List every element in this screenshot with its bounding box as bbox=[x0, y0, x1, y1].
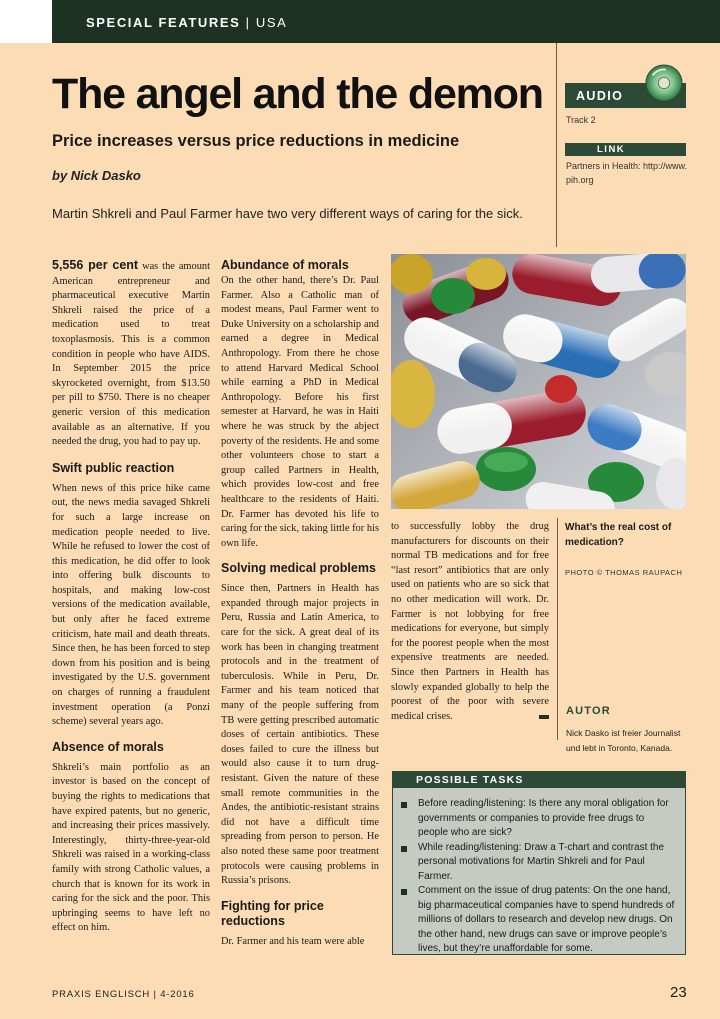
header-separator: | bbox=[245, 15, 251, 30]
task-text: Comment on the issue of drug patents: On the one hand, big pharmaceutical companies have to spend hundreds of millions of dollars to research and develop new drugs. On the other hand, new drugs can save or improve people’s lives, but they’re unaffordable for some. bbox=[418, 885, 675, 954]
pills-illustration bbox=[391, 254, 686, 509]
heading-absence-morals: Absence of morals bbox=[52, 739, 164, 754]
heading-fighting-reductions: Fighting for price reductions bbox=[221, 898, 324, 928]
pills-photo bbox=[391, 254, 686, 509]
author-label: AUTOR bbox=[566, 705, 611, 717]
page-number: 23 bbox=[670, 984, 687, 1001]
task-text: While reading/listening: Draw a T-chart and contrast the personal motivations for Martin Shkreli and for Paul Farmer. bbox=[418, 841, 665, 882]
tasks-list bbox=[393, 788, 685, 957]
tasks-heading: POSSIBLE TASKS bbox=[393, 772, 685, 788]
header-white-block bbox=[0, 0, 52, 43]
heading-abundance-morals: Abundance of morals bbox=[221, 258, 349, 272]
footer-publication: PRAXIS ENGLISCH | 4-2016 bbox=[52, 989, 195, 1000]
task-item bbox=[401, 841, 677, 885]
article-title: The angel and the demon bbox=[52, 70, 543, 118]
square-bullet-icon bbox=[401, 889, 407, 895]
article-intro: Martin Shkreli and Paul Farmer have two very different ways of caring for the sick. bbox=[52, 206, 523, 221]
square-bullet-icon bbox=[401, 846, 407, 852]
section-region: USA bbox=[255, 15, 288, 30]
section-header-text bbox=[86, 15, 287, 30]
heading-solving-problems: Solving medical problems bbox=[221, 561, 376, 576]
lead-paragraph bbox=[52, 258, 210, 450]
sidebar-divider bbox=[556, 43, 557, 247]
heading-swift-reaction: Swift public reaction bbox=[52, 460, 175, 475]
paragraph-swift-reaction: When news of this price hike came out, the news media savaged Shkreli for such a large increase on medication people needed to live. While he refused to lower the cost of this medication, he did offer to look into offering bulk discounts to hospitals, and making low-cost versions of the medication available, but only after he faced extreme criticism, hate mail and death threats. Since then, he has been forced to step down from his position and is being investigated by the U.S. government on charges of running a fraudulent investment operation (a Ponzi scheme) several years ago. bbox=[52, 482, 210, 728]
body-column-1 bbox=[52, 258, 210, 936]
task-text: Before reading/listening: Is there any moral obligation for governments or companies to provide free drugs to people who are sick? bbox=[418, 798, 669, 838]
body-column-3 bbox=[391, 520, 549, 724]
paragraph-absence-morals: Shkreli’s main portfolio as an investor is based on the concept of buying the rights to medications that have expired patents, but no generic, and increasing their prices massively. Interestingly, thirty-three-year-old Shkreli was raised in a working-class family with strong Catholic values, a church that is known for its work in caring for the sick and the poor. This upbringing seems to have left no effect on him. bbox=[52, 761, 210, 934]
section-header-bar bbox=[52, 0, 720, 43]
author-bio: Nick Dasko ist freier Journalist und lebt in Toronto, Kanada. bbox=[566, 728, 681, 753]
end-mark-icon bbox=[539, 715, 549, 719]
photo-credit: PHOTO © THOMAS RAUPACH bbox=[565, 568, 683, 577]
caption-divider bbox=[557, 518, 558, 740]
article-subtitle: Price increases versus price reductions in medicine bbox=[52, 132, 460, 150]
task-item bbox=[401, 884, 677, 957]
paragraph-text: was the amount American entrepreneur and pharmaceutical executive Martin Shkreli raised the price of a medication used to treat toxoplasmosis. This is a common condition in people who have AIDS. In September 2015 the price skyrocketed overnight, from $13.50 per pill to $750. There is no cheaper generic version of this medication available as an alternative. If you needed the drug, you had to pay up. bbox=[52, 261, 210, 448]
paragraph-solving-problems: Since then, Partners in Health has expanded through major projects in Peru, Russia and Latin America, to care for the sick. A great deal of its work has been in changing treatment protocols and in the treatment of tuberculosis. While in Peru, Dr. Farmer and his team noticed that many of the people suffering from TB were getting prescribed automatic doses of certain antibiotics. These doses failed to cure the illness but would also cause it to turn drug-resistant. Given the nature of these small remote communities in the Andes, the antibiotic-resistant strains did not have a difficult time spreading from person to person. He also noted these same poor treatment protocols were causing problems in Russia’s prisons. bbox=[221, 583, 379, 887]
photo-caption: What’s the real cost of medication? bbox=[565, 522, 672, 548]
paragraph-col3-text: to successfully lobby the drug manufacturers for discounts on their normal TB medications and for free “last resort” antibiotics that are only used on patients who are so sick that no other medication will work. Dr. Farmer is not lobbying for free medications for everyone, but simply for the poorest people when the most expensive treatments are needed. Since then Partners in Health has slowly expanded globally to help the poorest of the poor with severe medical crises. bbox=[391, 521, 549, 722]
audio-track: Track 2 bbox=[566, 115, 596, 125]
section-name: SPECIAL FEATURES bbox=[86, 15, 241, 30]
paragraph-abundance-morals: On the other hand, there’s Dr. Paul Farmer. Also a Catholic man of modest means, Paul Farmer went to Duke University on a scholarship and earned a degree in Medical Anthropology. From there he chose to attend Harvard Medical School while earning a PhD in Medical Anthropology. Before his first semester at Harvard, he was in Haiti where he was struck by the abject poverty of the residents. He and some other volunteers chose to start a group called Partners in Health, which provides low-cost and free healthcare to the residents of Haiti. Dr. Farmer has devoted his life to caring for the sick, taking little for his own life. bbox=[221, 275, 379, 549]
paragraph-fighting-reductions: Dr. Farmer and his team were able bbox=[221, 935, 365, 947]
cd-disc-icon bbox=[645, 64, 683, 102]
article-byline: by Nick Dasko bbox=[52, 168, 141, 183]
task-item bbox=[401, 797, 677, 841]
audio-label-box: AUDIO bbox=[565, 83, 686, 108]
square-bullet-icon bbox=[401, 802, 407, 808]
link-text: Partners in Health: http://www. pih.org bbox=[566, 161, 688, 185]
possible-tasks-box bbox=[392, 771, 686, 955]
paragraph-col3 bbox=[391, 520, 549, 724]
link-label-box: LINK bbox=[565, 143, 686, 156]
lead-number: 5,556 per cent bbox=[52, 258, 139, 272]
body-column-2 bbox=[221, 258, 379, 949]
